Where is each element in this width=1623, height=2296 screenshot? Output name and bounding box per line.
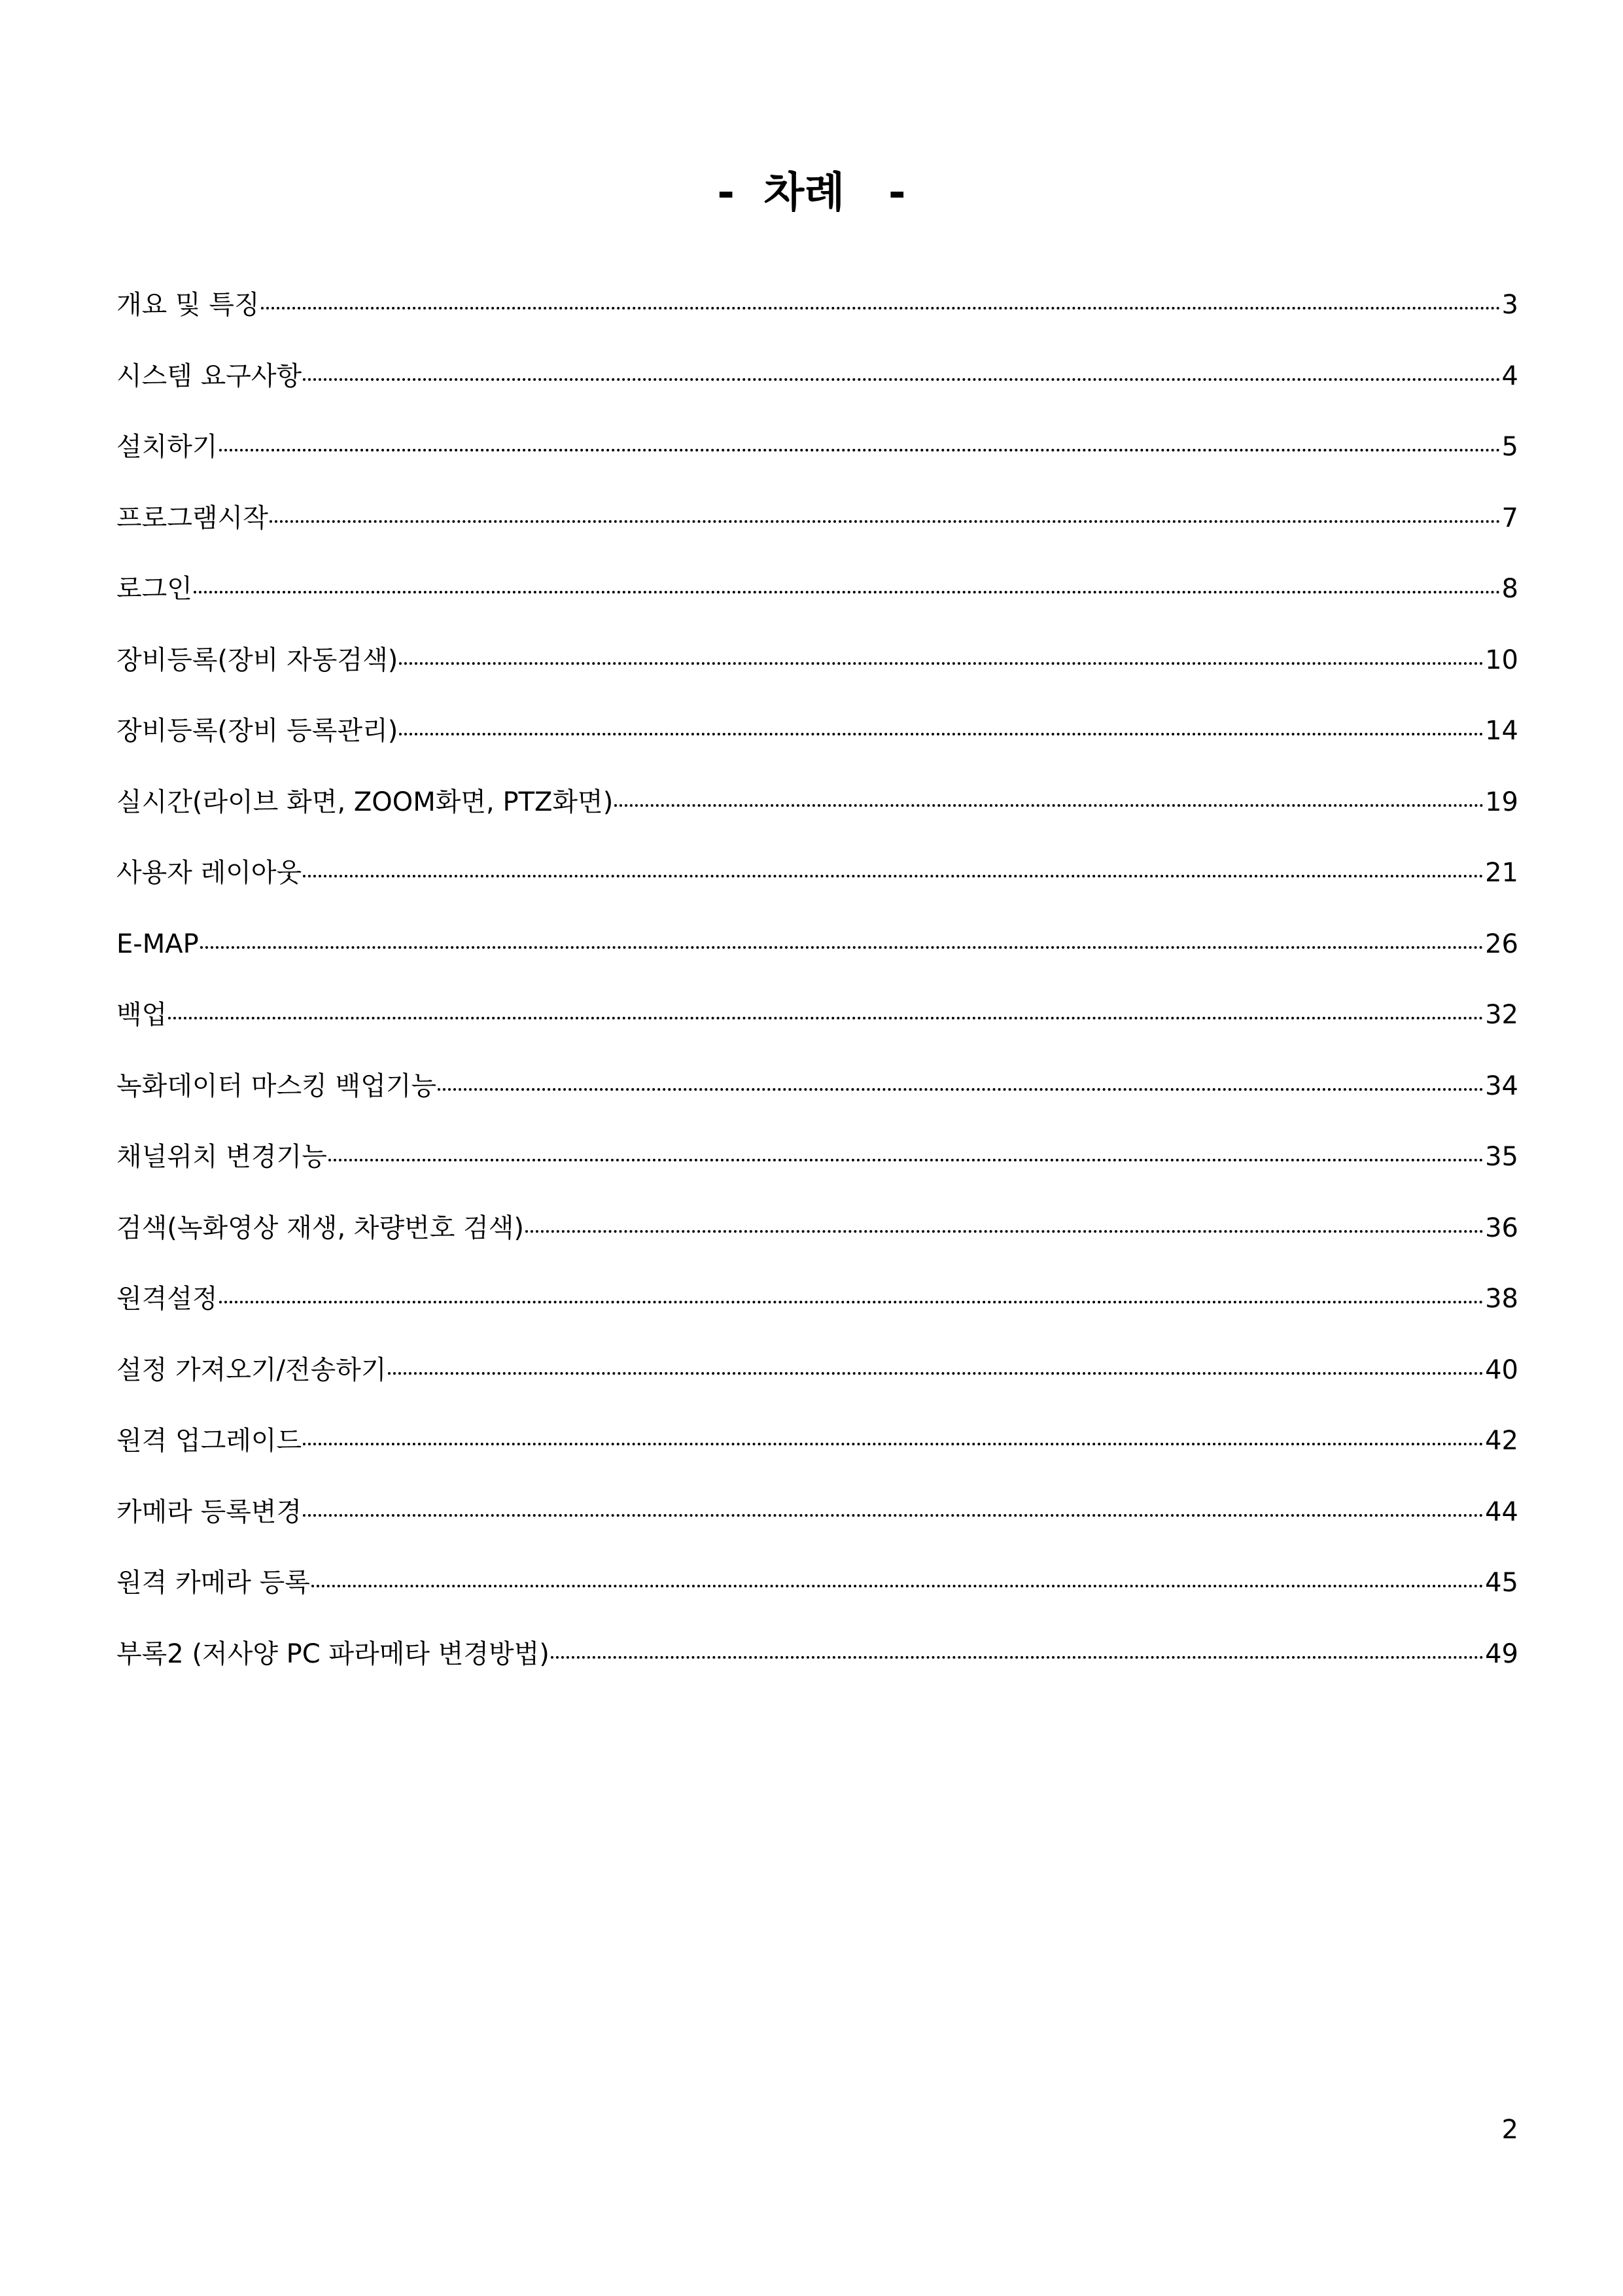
toc-entry-page: 10 bbox=[1485, 645, 1518, 675]
toc-entry-label: 시스템 요구사항 bbox=[116, 361, 302, 391]
toc-entry-live-view[interactable] bbox=[116, 767, 1518, 838]
toc-entry-label: 검색(녹화영상 재생, 차량번호 검색) bbox=[116, 1212, 525, 1243]
toc-entry-login[interactable] bbox=[116, 554, 1518, 625]
toc-entry-page: 42 bbox=[1485, 1426, 1518, 1456]
page-title: - 차례 - bbox=[717, 169, 906, 217]
toc-entry-device-auto-search[interactable] bbox=[116, 625, 1518, 696]
toc-entry-label: 녹화데이터 마스킹 백업기능 bbox=[116, 1070, 437, 1101]
toc-dot-leader bbox=[551, 1656, 1484, 1659]
toc-entry-label: E-MAP bbox=[116, 928, 199, 959]
toc-entry-label: 채널위치 변경기능 bbox=[116, 1142, 327, 1172]
toc-dot-leader bbox=[200, 946, 1484, 949]
toc-dot-leader bbox=[303, 1514, 1484, 1517]
toc-entry-label: 부록2 (저사양 PC 파라메타 변경방법) bbox=[116, 1638, 550, 1669]
toc-entry-page: 14 bbox=[1485, 716, 1518, 746]
toc-dot-leader bbox=[219, 1301, 1484, 1303]
toc-entry-label: 원격 카메라 등록 bbox=[116, 1568, 310, 1598]
toc-dot-leader bbox=[525, 1230, 1484, 1233]
toc-entry-label: 로그인 bbox=[116, 574, 192, 604]
toc-entry-page: 26 bbox=[1485, 928, 1518, 959]
toc-entry-page: 49 bbox=[1485, 1638, 1518, 1669]
toc-entry-overview[interactable] bbox=[116, 270, 1518, 341]
toc-dot-leader bbox=[399, 733, 1484, 735]
toc-entry-label: 장비등록(장비 등록관리) bbox=[116, 716, 398, 746]
toc-entry-channel-position[interactable] bbox=[116, 1122, 1518, 1193]
table-of-contents bbox=[116, 270, 1518, 1689]
toc-entry-page: 45 bbox=[1485, 1568, 1518, 1598]
toc-entry-user-layout[interactable] bbox=[116, 838, 1518, 909]
toc-entry-system-requirements[interactable] bbox=[116, 341, 1518, 412]
toc-entry-page: 32 bbox=[1485, 1000, 1518, 1030]
toc-dot-leader bbox=[399, 662, 1484, 665]
toc-dot-leader bbox=[270, 520, 1501, 523]
toc-entry-page: 7 bbox=[1501, 503, 1518, 533]
toc-entry-page: 38 bbox=[1485, 1284, 1518, 1314]
toc-entry-page: 34 bbox=[1485, 1070, 1518, 1101]
toc-entry-page: 4 bbox=[1501, 361, 1518, 391]
toc-dot-leader bbox=[328, 1159, 1484, 1161]
toc-entry-page: 21 bbox=[1485, 858, 1518, 888]
toc-dot-leader bbox=[438, 1088, 1484, 1091]
toc-entry-label: 프로그램시작 bbox=[116, 503, 268, 533]
toc-entry-label: 사용자 레이아웃 bbox=[116, 858, 302, 888]
toc-entry-page: 44 bbox=[1485, 1496, 1518, 1527]
toc-dot-leader bbox=[219, 449, 1501, 451]
toc-entry-label: 설정 가져오기/전송하기 bbox=[116, 1354, 387, 1385]
toc-entry-label: 개요 및 특징 bbox=[116, 290, 260, 320]
toc-dot-leader bbox=[311, 1585, 1484, 1587]
toc-entry-search[interactable] bbox=[116, 1193, 1518, 1264]
toc-entry-camera-change[interactable] bbox=[116, 1477, 1518, 1548]
toc-entry-label: 장비등록(장비 자동검색) bbox=[116, 645, 398, 675]
toc-dot-leader bbox=[388, 1372, 1484, 1375]
toc-entry-settings-import-export[interactable] bbox=[116, 1335, 1518, 1406]
toc-entry-page: 3 bbox=[1501, 290, 1518, 320]
toc-dot-leader bbox=[168, 1017, 1484, 1019]
toc-entry-label: 설치하기 bbox=[116, 432, 218, 462]
toc-entry-page: 19 bbox=[1485, 786, 1518, 817]
toc-entry-page: 5 bbox=[1501, 432, 1518, 462]
toc-entry-installation[interactable] bbox=[116, 412, 1518, 483]
toc-entry-label: 카메라 등록변경 bbox=[116, 1496, 302, 1527]
toc-dot-leader bbox=[303, 1443, 1484, 1445]
toc-entry-label: 실시간(라이브 화면, ZOOM화면, PTZ화면) bbox=[116, 786, 614, 817]
toc-entry-appendix-2[interactable] bbox=[116, 1619, 1518, 1690]
page-number: 2 bbox=[1501, 2115, 1518, 2145]
toc-entry-page: 36 bbox=[1485, 1212, 1518, 1243]
toc-dot-leader bbox=[303, 875, 1484, 877]
toc-dot-leader bbox=[261, 307, 1501, 309]
toc-entry-label: 백업 bbox=[116, 1000, 167, 1030]
toc-entry-page: 8 bbox=[1501, 574, 1518, 604]
toc-entry-label: 원격설정 bbox=[116, 1284, 218, 1314]
toc-dot-leader bbox=[303, 378, 1500, 381]
toc-entry-emap[interactable] bbox=[116, 909, 1518, 980]
toc-entry-device-registration[interactable] bbox=[116, 696, 1518, 767]
toc-entry-program-start[interactable] bbox=[116, 483, 1518, 554]
toc-entry-remote-settings[interactable] bbox=[116, 1263, 1518, 1335]
toc-dot-leader bbox=[194, 591, 1501, 593]
toc-entry-page: 40 bbox=[1485, 1354, 1518, 1385]
toc-entry-remote-upgrade[interactable] bbox=[116, 1405, 1518, 1477]
toc-entry-page: 35 bbox=[1485, 1142, 1518, 1172]
toc-entry-backup[interactable] bbox=[116, 980, 1518, 1051]
toc-dot-leader bbox=[614, 804, 1484, 807]
toc-entry-remote-camera[interactable] bbox=[116, 1547, 1518, 1619]
toc-entry-masking-backup[interactable] bbox=[116, 1051, 1518, 1122]
toc-entry-label: 원격 업그레이드 bbox=[116, 1426, 302, 1456]
